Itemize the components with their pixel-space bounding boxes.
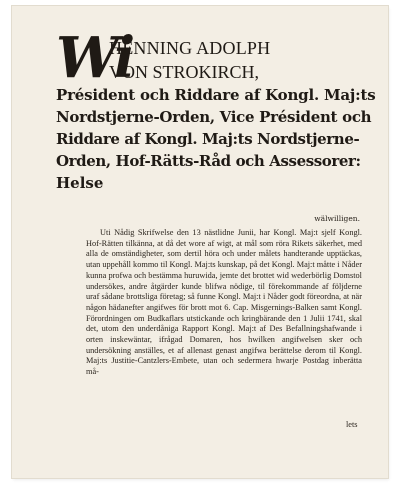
body-text: Uti Nådig Skrifwelse den 13 nästlidne Junii, har Kongl. Maj:t sjelf Kongl. Hof-Rätten tilkänna, at då det wore af wigt, at mål som röra Rikets säkerhet, med alla de omständigheter, som dertil höra och under målets handterande upptäckas, utan uppehåll kommo til Kongl. Maj:ts kunskap, på det Kongl. Maj:t måtte i Nåder kunna profwa och bestämma huruwida, jemte det brottet wid wederbörlig Domstol undersökes, andre åtgärder kunde blifwa nödige, til förekommande af följderne uraf sådane brottsliga företag; så funne Kongl. Maj:t i Nåder godt föreordna, at när någon hädanefter angifwes för brott mot 6. Cap. Misgernings-Balken samt Kongl. Förordningen om Budkaflars utstickande och kringbärande den 1 Julii 1741, skal det, utom den underdåniga Rapport Kongl. Maj:t af Des Befallningshafwande i orten inskewäntar, ifrågad Domaren, hos hwilken angifwelsen sker och undersökning anställes, et af allenast genast angifwa berättelse derom til Kongl. Maj:ts Justitie-Cantzlers-Embete, utan och sedermera hwarje Postdag inberätta må- <box>86 228 362 377</box>
heading-line-6: Orden, Hof-Rätts-Råd och Assessorer: <box>56 152 361 170</box>
heading-line-1: HENNING ADOLPH <box>109 38 271 58</box>
body-paragraph <box>86 228 362 378</box>
heading-line-5: Riddare af Kongl. Maj:ts Nordstjerne- <box>56 130 360 148</box>
document-page <box>12 6 388 478</box>
proclamation-heading <box>12 6 388 196</box>
heading-line-2: VON STROKIRCH, <box>109 62 260 82</box>
decorated-initial: Wi <box>56 25 132 91</box>
page-end-word: lets <box>346 420 358 429</box>
catchword: wälwilligen. <box>314 214 360 223</box>
heading-line-3: Président och Riddare af Kongl. Maj:ts <box>56 86 376 104</box>
heading-line-4: Nordstjerne-Orden, Vice Président och <box>56 108 372 126</box>
heading-line-7: Helse <box>56 174 104 192</box>
